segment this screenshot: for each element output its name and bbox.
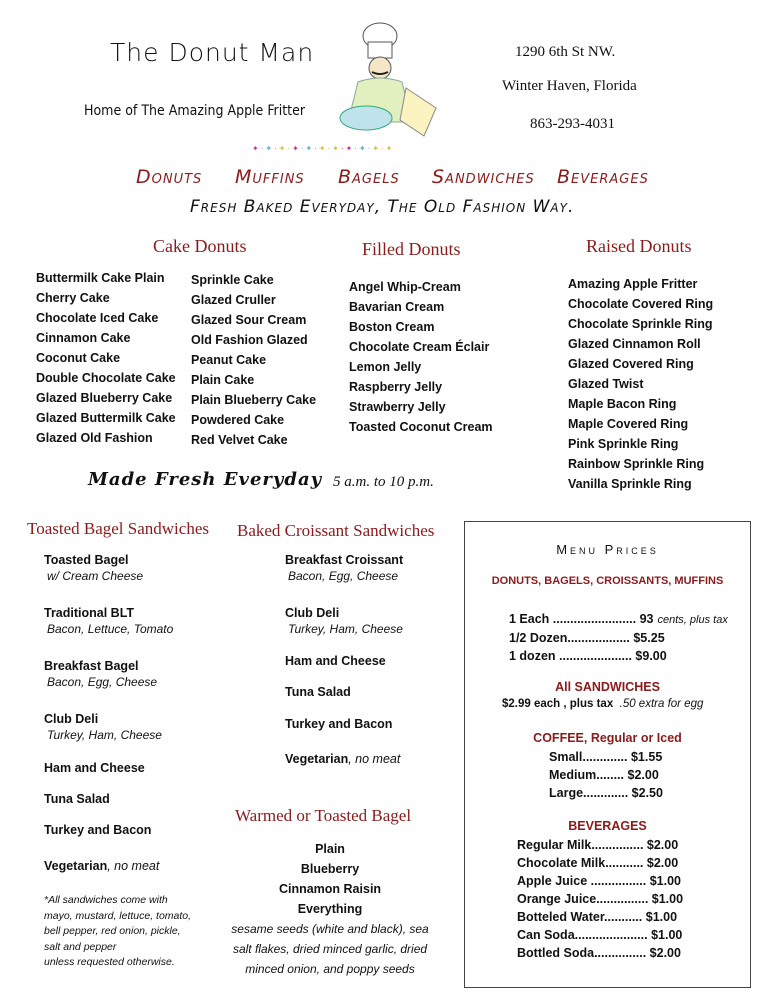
sandwich-item — [44, 761, 145, 775]
coffee-heading: COFFEE, Regular or Iced — [533, 731, 682, 745]
slogan: Home of The Amazing Apple Fritter — [84, 103, 306, 119]
cake-donuts-list-2 — [191, 270, 316, 450]
category-sandwiches: Sandwiches — [432, 166, 535, 188]
price-value: $2.00 — [649, 946, 681, 960]
baked-prices — [509, 610, 728, 665]
chef-illustration — [328, 20, 443, 138]
warmed-bagel-heading: Warmed or Toasted Bagel — [235, 806, 412, 825]
price-row — [517, 926, 683, 944]
menu-item: Chocolate Iced Cake — [36, 311, 159, 325]
price-label: Regular Milk............... — [517, 838, 644, 852]
price-row — [509, 610, 728, 629]
menu-item: Buttermilk Cake Plain — [36, 271, 165, 285]
restaurant-name: The Donut Man — [110, 38, 315, 67]
sandwich-name: Toasted Bagel — [44, 553, 129, 567]
note-line: salt and pepper — [44, 940, 117, 953]
category-donuts: Donuts — [136, 166, 203, 188]
price-label: Orange Juice............... — [517, 892, 649, 906]
beverage-prices — [517, 836, 683, 962]
price-row — [549, 766, 663, 784]
hours: 5 a.m. to 10 p.m. — [333, 474, 434, 490]
menu-item: Chocolate Sprinkle Ring — [568, 317, 713, 331]
price-label: Can Soda..................... — [517, 928, 648, 942]
menu-item: Amazing Apple Fritter — [568, 277, 698, 291]
menu-item: Vanilla Sprinkle Ring — [568, 477, 692, 491]
price-value: $1.00 — [651, 928, 683, 942]
menu-item: Glazed Cinnamon Roll — [568, 337, 701, 351]
menu-item: Plain Blueberry Cake — [191, 393, 317, 407]
sandwich-name: Tuna Salad — [44, 792, 110, 806]
sandwich-name: Turkey and Bacon — [285, 717, 393, 731]
menu-item: Boston Cream — [349, 320, 435, 334]
sandwich-item — [285, 717, 392, 731]
sandwich-name: Ham and Cheese — [285, 654, 386, 668]
menu-item: Maple Covered Ring — [568, 417, 689, 431]
sandwich-desc: Turkey, Ham, Cheese — [288, 622, 403, 636]
sandwich-item — [44, 553, 143, 583]
sandwich-item — [44, 606, 173, 636]
menu-item: Glazed Covered Ring — [568, 357, 694, 371]
sandwich-prices-heading: All SANDWICHES — [555, 680, 660, 694]
menu-item: Rainbow Sprinkle Ring — [568, 457, 705, 471]
menu-item: Chocolate Covered Ring — [568, 297, 714, 311]
sandwich-item — [285, 654, 386, 668]
menu-item: Red Velvet Cake — [191, 433, 288, 447]
price-row — [517, 872, 683, 890]
menu-item: Double Chocolate Cake — [36, 371, 176, 385]
raised-donuts-heading: Raised Donuts — [586, 236, 692, 256]
bagel-sandwiches-heading: Toasted Bagel Sandwiches — [27, 519, 209, 538]
price-row — [509, 647, 728, 665]
sandwich-item — [44, 823, 151, 837]
sandwich-item — [285, 606, 403, 636]
phone: 863-293-4031 — [530, 116, 615, 132]
price-value: $1.00 — [651, 892, 684, 906]
price-label: 1 Each ........................ — [509, 612, 637, 626]
sandwich-name: Club Deli — [285, 606, 340, 620]
made-fresh-label: Made Fresh Everyday — [88, 469, 323, 490]
menu-item: Glazed Cruller — [191, 293, 276, 307]
warmed-bagel-list — [231, 839, 428, 979]
menu-item: Strawberry Jelly — [349, 400, 446, 414]
menu-item: Glazed Twist — [568, 377, 644, 391]
decorative-divider: ✦·✦·✦·✦·✦·✦·✦·✦·✦·✦·✦ — [252, 144, 395, 153]
price-value: $2.00 — [627, 768, 659, 782]
city: Winter Haven, Florida — [502, 78, 637, 94]
menu-item: Plain Cake — [191, 373, 255, 387]
price-row — [509, 629, 728, 647]
sandwich-item — [44, 659, 157, 689]
sandwich-item — [285, 553, 403, 583]
price-value: $2.00 — [646, 856, 679, 870]
sandwich-name: Breakfast Croissant — [285, 553, 404, 567]
baked-prices-heading: DONUTS, BAGELS, CROISSANTS, MUFFINS — [491, 575, 724, 587]
address: 1290 6th St NW. — [515, 44, 616, 60]
menu-prices-title: Menu Prices — [556, 542, 659, 557]
price-label: Botteled Water........... — [517, 910, 643, 924]
cake-donuts-list-1 — [36, 268, 176, 448]
sandwich-price-value: $2.99 each , plus tax — [502, 698, 614, 710]
price-row — [517, 908, 683, 926]
menu-item: Glazed Blueberry Cake — [36, 391, 173, 405]
sandwich-note — [44, 893, 191, 971]
menu-item: Angel Whip-Cream — [349, 280, 461, 294]
sandwich-name: Vegetarian — [285, 752, 349, 766]
note-line: unless requested otherwise. — [44, 956, 175, 968]
croissant-sandwiches-heading: Baked Croissant Sandwiches — [237, 521, 435, 540]
bagel-type: Cinnamon Raisin — [278, 882, 382, 896]
menu-item: Old Fashion Glazed — [191, 333, 308, 347]
price-row — [517, 854, 683, 872]
bagel-note: minced onion, and poppy seeds — [245, 962, 415, 976]
sandwich-item — [44, 712, 162, 742]
price-row — [517, 890, 683, 908]
bagel-type: Everything — [297, 902, 363, 916]
sandwich-price — [502, 698, 703, 710]
filled-donuts-heading: Filled Donuts — [362, 239, 461, 259]
menu-item: Raspberry Jelly — [349, 380, 443, 394]
menu-item: Maple Bacon Ring — [568, 397, 677, 411]
sandwich-desc: Bacon, Egg, Cheese — [288, 569, 399, 583]
sandwich-desc: Bacon, Lettuce, Tomato — [47, 622, 174, 636]
sandwich-desc: Turkey, Ham, Cheese — [47, 728, 162, 742]
price-row — [517, 944, 683, 962]
price-row — [549, 784, 663, 802]
menu-item: Sprinkle Cake — [191, 273, 274, 287]
price-label: 1/2 Dozen.................. — [509, 631, 630, 645]
menu-item: Peanut Cake — [191, 353, 267, 367]
bagel-note: sesame seeds (white and black), sea — [231, 922, 429, 936]
sandwich-desc: , no meat — [348, 752, 401, 766]
menu-item: Glazed Sour Cream — [191, 313, 307, 327]
filled-donuts-list — [349, 277, 493, 437]
sandwich-name: Breakfast Bagel — [44, 659, 139, 673]
sandwich-desc: Bacon, Egg, Cheese — [47, 675, 158, 689]
menu-item: Powdered Cake — [191, 413, 285, 427]
menu-item: Cherry Cake — [36, 291, 110, 305]
price-label: Apple Juice ................ — [517, 874, 647, 888]
menu-item: Coconut Cake — [36, 351, 121, 365]
sandwich-name: Tuna Salad — [285, 685, 351, 699]
sandwich-name: Vegetarian — [44, 859, 108, 873]
sandwich-item — [285, 685, 351, 699]
sandwich-name: Turkey and Bacon — [44, 823, 152, 837]
menu-prices-box — [464, 521, 751, 988]
sandwich-item — [285, 752, 400, 766]
category-bagels: Bagels — [338, 166, 400, 188]
price-value: $1.00 — [649, 874, 681, 888]
bagel-type: Plain — [315, 842, 345, 856]
menu-item: Lemon Jelly — [349, 360, 422, 374]
price-value: $2.50 — [631, 786, 663, 800]
note-line: mayo, mustard, lettuce, tomato, — [44, 909, 192, 922]
price-label: Medium........ — [549, 768, 625, 782]
menu-item: Glazed Old Fashion — [36, 431, 153, 445]
sandwich-egg-note: .50 extra for egg — [619, 698, 704, 710]
category-beverages: Beverages — [557, 166, 649, 188]
price-value: $1.55 — [630, 750, 663, 764]
sandwich-name: Club Deli — [44, 712, 99, 726]
bagel-note: salt flakes, dried minced garlic, dried — [232, 942, 428, 956]
price-label: 1 dozen ..................... — [509, 649, 632, 663]
menu-item: Glazed Buttermilk Cake — [36, 411, 176, 425]
price-note: cents, plus tax — [657, 614, 728, 626]
menu-item: Bavarian Cream — [349, 300, 445, 314]
price-label: Large............. — [549, 786, 629, 800]
sandwich-name: Ham and Cheese — [44, 761, 145, 775]
price-label: Small............. — [549, 750, 628, 764]
sandwich-item — [44, 859, 159, 873]
menu-item: Cinnamon Cake — [36, 331, 131, 345]
price-value: $5.25 — [633, 631, 665, 645]
bagel-type: Blueberry — [300, 862, 360, 876]
menu-item: Pink Sprinkle Ring — [568, 437, 679, 451]
price-row — [517, 836, 683, 854]
price-value: $2.00 — [646, 838, 679, 852]
note-line: *All sandwiches come with — [44, 894, 168, 906]
menu-item: Toasted Coconut Cream — [349, 420, 493, 434]
note-line: bell pepper, red onion, pickle, — [44, 925, 181, 937]
sandwich-desc: , no meat — [107, 859, 160, 873]
price-row — [549, 748, 663, 766]
price-value: $1.00 — [645, 910, 678, 924]
raised-donuts-list — [568, 274, 713, 494]
sandwich-item — [44, 792, 110, 806]
price-value: 93 — [639, 612, 654, 626]
sandwich-desc: w/ Cream Cheese — [47, 569, 144, 583]
coffee-prices — [549, 748, 663, 802]
price-label: Bottled Soda............... — [517, 946, 647, 960]
tagline: Fresh Baked Everyday, The Old Fashion Way. — [190, 197, 575, 217]
price-value: $9.00 — [635, 649, 667, 663]
category-muffins: Muffins — [235, 166, 305, 188]
price-label: Chocolate Milk........... — [517, 856, 644, 870]
beverages-heading: BEVERAGES — [568, 819, 647, 833]
menu-item: Chocolate Cream Éclair — [349, 340, 490, 354]
cake-donuts-heading: Cake Donuts — [153, 236, 247, 256]
sandwich-name: Traditional BLT — [44, 606, 135, 620]
